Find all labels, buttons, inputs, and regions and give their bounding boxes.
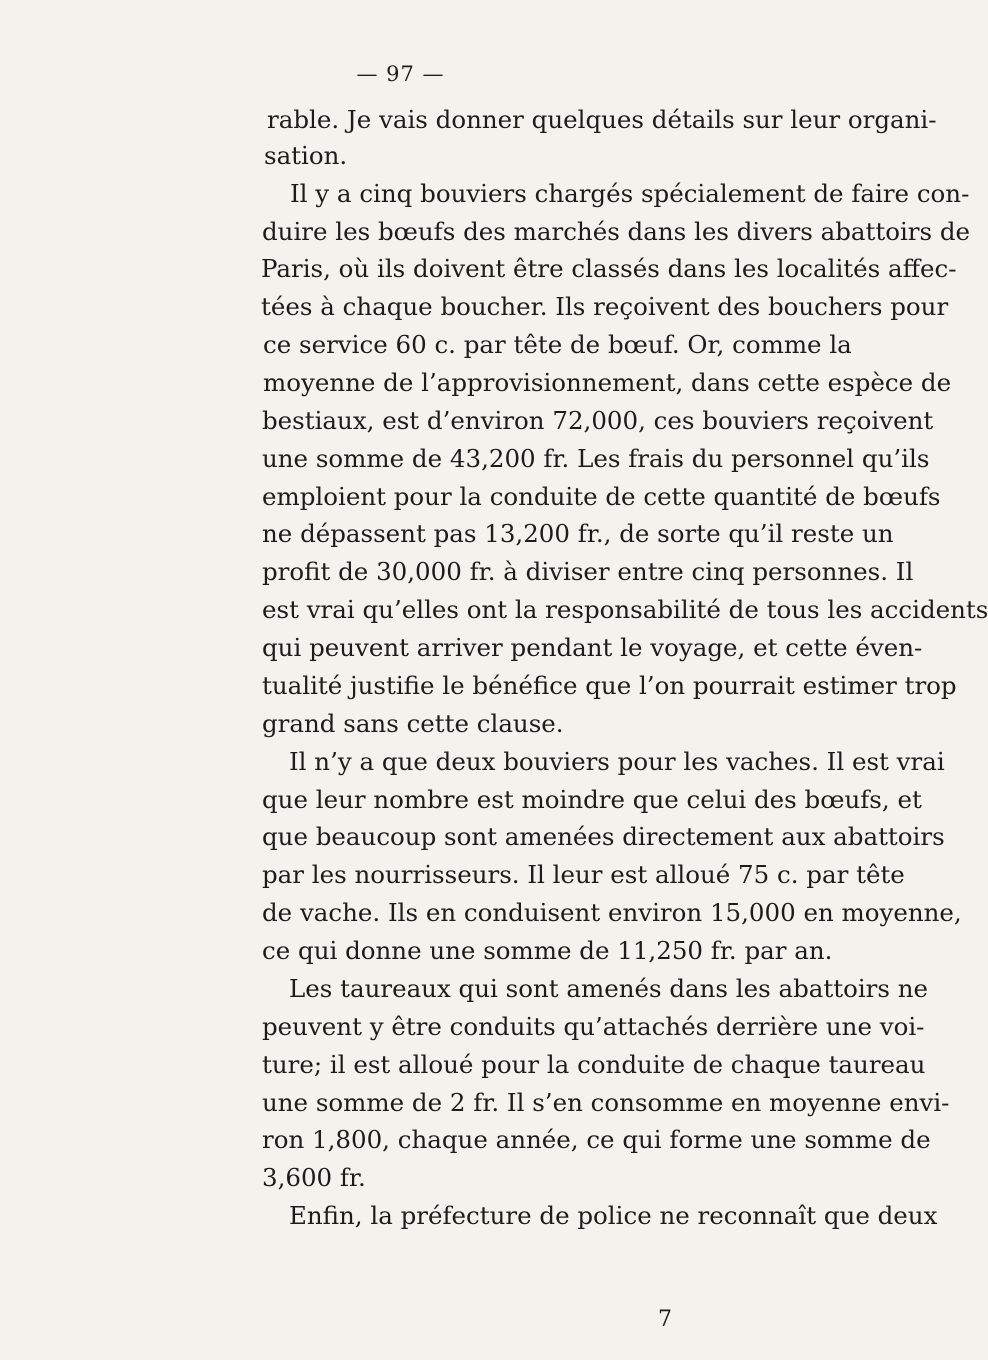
text-line: ce qui donne une somme de 11,250 fr. par an. [262, 936, 833, 965]
page-number: — 97 — [356, 62, 445, 86]
text-line: une somme de 43,200 fr. Les frais du personnel qu’ils [262, 444, 930, 473]
text-line: peuvent y être conduits qu’attachés derrière une voi- [262, 1012, 925, 1041]
text-line: Enfin, la préfecture de police ne reconnaît que deux [289, 1201, 938, 1230]
text-line: ture; il est alloué pour la conduite de chaque taureau [262, 1050, 926, 1079]
text-line: que beaucoup sont amenées directement aux abattoirs [262, 822, 945, 851]
text-line: ce service 60 c. par tête de bœuf. Or, comme la [263, 330, 852, 359]
text-line: une somme de 2 fr. Il s’en consomme en moyenne envi- [262, 1088, 950, 1117]
text-line: sation. [264, 141, 348, 170]
text-line: grand sans cette clause. [262, 709, 564, 738]
text-line: rable. Je vais donner quelques détails sur leur organi- [267, 105, 937, 134]
text-line: duire les bœufs des marchés dans les divers abattoirs de [262, 217, 971, 246]
text-line: qui peuvent arriver pendant le voyage, et cette éven- [262, 633, 923, 662]
text-line: emploient pour la conduite de cette quantité de bœufs [262, 482, 941, 511]
text-line: profit de 30,000 fr. à diviser entre cinq personnes. Il [262, 557, 914, 586]
text-line: de vache. Ils en conduisent environ 15,000 en moyenne, [262, 898, 962, 927]
text-line: moyenne de l’approvisionnement, dans cette espèce de [263, 368, 952, 397]
text-line: Paris, où ils doivent être classés dans les localités affec- [261, 254, 957, 283]
text-line: par les nourrisseurs. Il leur est alloué 75 c. par tête [262, 860, 905, 889]
signature-mark: 7 [658, 1307, 672, 1332]
text-line: bestiaux, est d’environ 72,000, ces bouviers reçoivent [262, 406, 934, 435]
text-line: tualité justifie le bénéfice que l’on pourrait estimer trop [262, 671, 957, 700]
text-line: ne dépassent pas 13,200 fr., de sorte qu’il reste un [262, 519, 894, 548]
text-line: ron 1,800, chaque année, ce qui forme une somme de [262, 1125, 931, 1154]
text-line: tées à chaque boucher. Ils reçoivent des bouchers pour [261, 292, 949, 321]
text-line: est vrai qu’elles ont la responsabilité de tous les accidents [262, 595, 988, 624]
text-line: Il n’y a que deux bouviers pour les vaches. Il est vrai [289, 747, 945, 776]
text-line: que leur nombre est moindre que celui des bœufs, et [262, 785, 922, 814]
text-line: 3,600 fr. [262, 1163, 366, 1192]
text-line: Les taureaux qui sont amenés dans les abattoirs ne [289, 974, 929, 1003]
text-line: Il y a cinq bouviers chargés spécialement de faire con- [290, 179, 970, 208]
